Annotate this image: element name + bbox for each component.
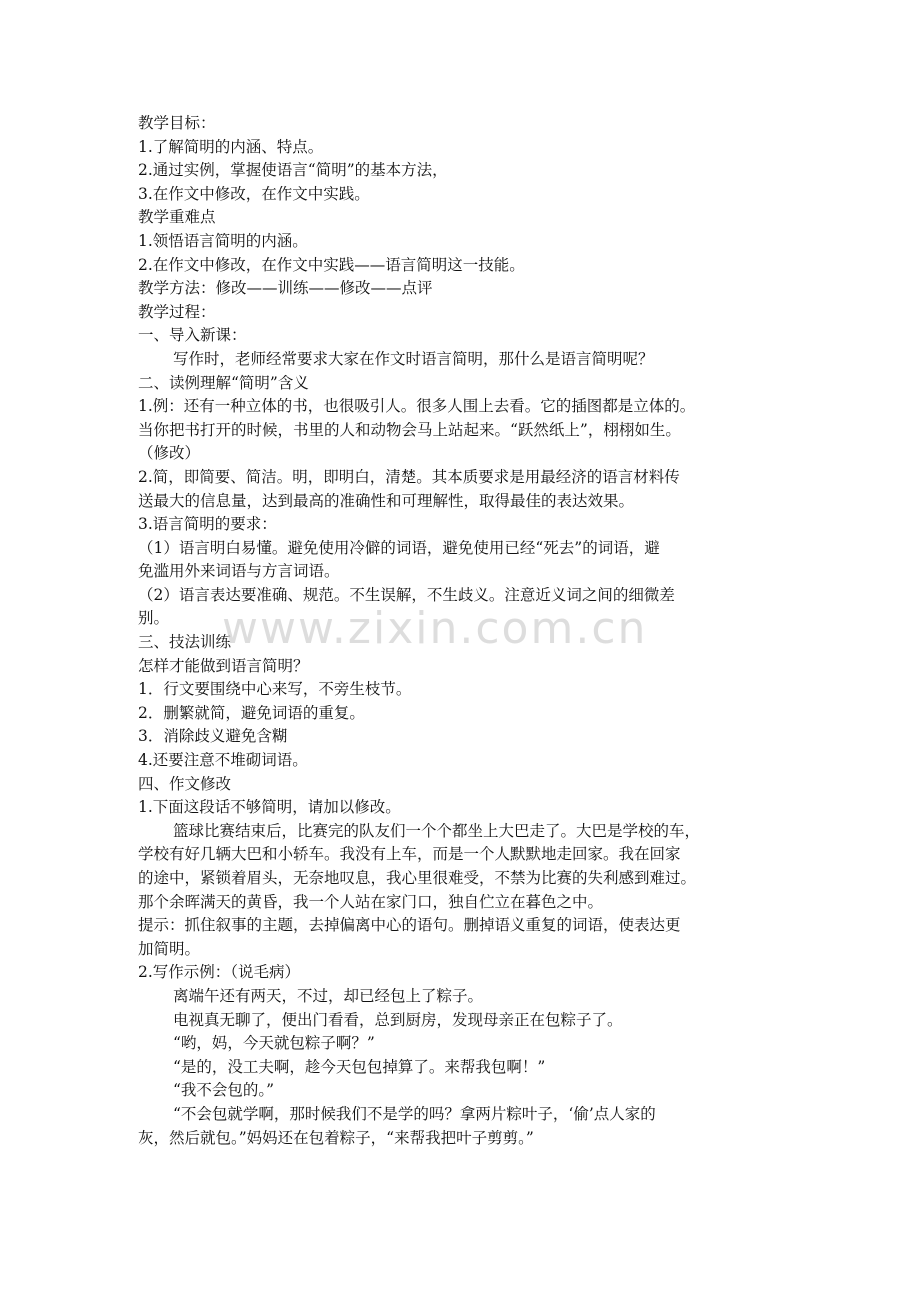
text-line: 免滥用外来词语与方言词语。 [138,562,340,581]
text-line: 三、技法训练 [138,633,232,652]
text-line: 1.例：还有一种立体的书，也很吸引人。很多人围上去看。它的插图都是立体的。 [138,397,696,416]
text-line: “哟，妈，今天就包粽子啊？” [173,1034,375,1053]
text-line: 教学目标： [138,114,216,132]
text-line: 4.还要注意不堆砌词语。 [138,751,308,770]
text-line: 电视真无聊了，便出门看看，总到厨房，发现母亲正在包粽子了。 [173,1010,623,1029]
text-line: 1.了解简明的内涵、特点。 [138,137,324,156]
text-line: 1.下面这段话不够简明，请加以修改。 [138,798,401,817]
text-line: 别。 [138,609,170,628]
text-line: （1）语言明白易懂。避免使用冷僻的词语，避免使用已经“死去”的词语，避 [138,538,660,557]
text-line: 送最大的信息量，达到最高的准确性和可理解性，取得最佳的表达效果。 [138,491,635,510]
text-line: 1.领悟语言简明的内涵。 [138,231,308,250]
text-line: “不会包就学啊，那时候我们不是学的吗？拿两片粽叶子，‘偷’点人家的 [173,1104,656,1123]
text-line: 3．消除歧义避免含糊 [138,727,288,746]
text-line: 学校有好几辆大巴和小轿车。我没有上车，而是一个人默默地走回家。我在回家 [138,845,681,864]
text-line: 2.通过实例，掌握使语言“简明”的基本方法， [138,161,448,180]
text-line: 2.写作示例：（说毛病） [138,963,301,982]
text-line: （修改） [138,444,201,463]
text-line: 教学方法：修改——训练——修改——点评 [138,279,433,298]
document-body [138,112,788,1150]
text-line: 离端午还有两天，不过，却已经包上了粽子。 [173,986,484,1005]
text-line: 3.在作文中修改，在作文中实践。 [138,184,370,203]
text-line: 1．行文要围绕中心来写，不旁生枝节。 [138,680,412,699]
text-line: 2.在作文中修改，在作文中实践——语言简明这一技能。 [138,255,525,274]
text-line: 写作时，老师经常要求大家在作文时语言简明，那什么是语言简明呢？ [173,349,654,368]
text-line: 灰，然后就包。”妈妈还在包着粽子，“来帮我把叶子剪剪。” [138,1128,534,1147]
text-line: 那个余晖满天的黄昏，我一个人站在家门口，独自伫立在暮色之中。 [138,892,604,911]
watermark: www.zixin.com.cn [222,603,648,654]
text-line: 怎样才能做到语言简明？ [138,656,309,675]
text-line: 加简明。 [138,939,201,958]
text-line: 教学重难点 [138,208,216,227]
text-line: “我不会包的。” [173,1081,275,1100]
text-line: 3.语言简明的要求： [138,515,277,534]
text-line: 篮球比赛结束后，比赛完的队友们一个个都坐上大巴走了。大巴是学校的车， [173,821,701,840]
text-line: “是的，没工夫啊，趁今天包包掉算了。来帮我包啊！” [173,1057,546,1076]
text-line: 一、导入新课： [138,326,247,345]
text-line: 的途中，紧锁着眉头，无奈地叹息，我心里很难受，不禁为比赛的失利感到难过。 [138,869,697,887]
text-line: 提示：抓住叙事的主题，去掉偏离中心的语句。删掉语义重复的词语，使表达更 [138,916,681,935]
text-line: 二、读例理解“简明”含义 [138,373,309,392]
text-line: 教学过程： [138,302,216,321]
text-line: 四、作文修改 [138,774,232,793]
text-line: 当你把书打开的时候，书里的人和动物会马上站起来。“跃然纸上”，栩栩如生。 [138,420,681,439]
text-line: 2．删繁就简，避免词语的重复。 [138,703,365,722]
text-line: （2）语言表达要准确、规范。不生误解，不生歧义。注意近义词之间的细微差 [138,585,675,604]
text-line: 2.简，即简要、简洁。明，即明白，清楚。其本质要求是用最经济的语言材料传 [138,467,680,486]
